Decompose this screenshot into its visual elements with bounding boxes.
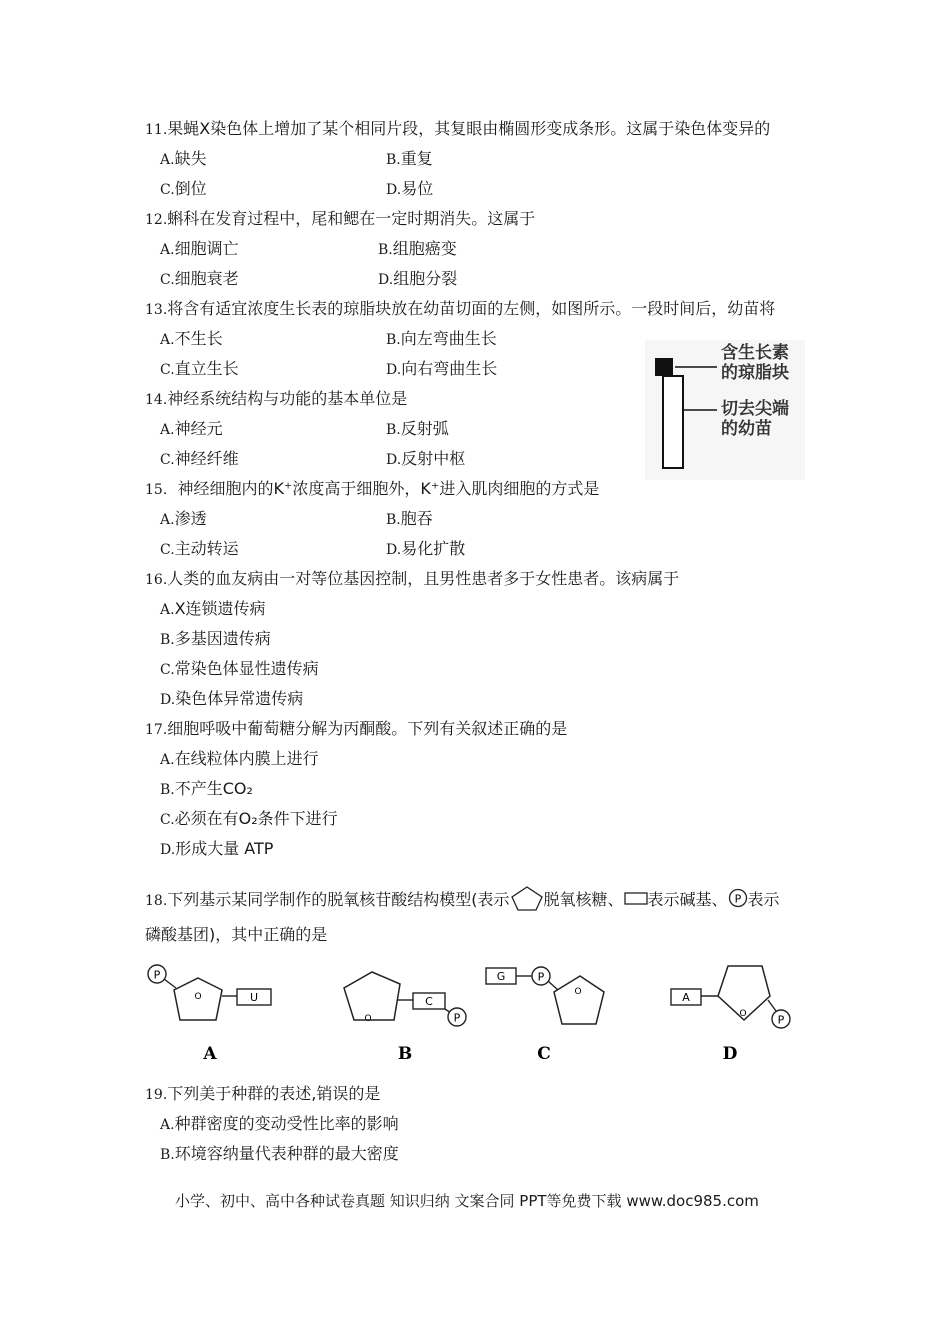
option-13-b: B.向左弯曲生长: [386, 329, 497, 348]
agar-label-line1: 含生长素: [721, 343, 789, 363]
option-14-d: D.反射中枢: [386, 449, 466, 468]
base-label: U: [249, 991, 259, 1004]
question-number: 11.: [145, 122, 168, 138]
phosphate-label: P: [777, 1013, 785, 1027]
question-12-stem: 12.蝌科在发育过程中，尾和鳃在一定时期消失。这属于: [145, 209, 536, 228]
seedling-figure: [645, 340, 805, 480]
option-11-d: D.易位: [386, 179, 434, 198]
model-b: [344, 972, 466, 1064]
phosphate-label: P: [153, 968, 161, 982]
option-14-b: B.反射弧: [386, 419, 449, 438]
option-16-a: A.X连锁遗传病: [160, 599, 266, 618]
question-18-stem: 18.下列基示某同学制作的脱氧核苷酸结构模型(表示 脱氧核糖、 表示碱基、 P 表示: [145, 885, 780, 911]
option-17-a: A.在线粒体内膜上进行: [160, 749, 319, 768]
option-11-b: B.重复: [386, 149, 433, 168]
deoxyribose-pentagon: [554, 976, 604, 1024]
model-a: [148, 965, 271, 1064]
question-13-stem: 13.将含有适宜浓度生长表的琼脂块放在幼苗切面的左侧，如图所示。一段时间后，幼苗将: [145, 299, 776, 318]
option-12-b: B.组胞癌变: [378, 239, 457, 258]
option-11-a: A.缺失: [160, 149, 207, 168]
option-17-b: B.不产生CO₂: [160, 779, 253, 798]
option-13-a: A.不生长: [160, 329, 223, 348]
question-19-stem: 19.下列美于种群的表述,销误的是: [145, 1084, 381, 1103]
agar-label-line2: 的琼脂块: [721, 363, 789, 383]
caption-c: C: [537, 1044, 551, 1064]
deoxyribose-pentagon: [344, 972, 400, 1020]
option-13-c: C.直立生长: [160, 359, 239, 378]
option-12-c: C.细胞衰老: [160, 269, 239, 288]
phosphate-label: P: [537, 970, 545, 984]
option-11-c: C.倒位: [160, 179, 207, 198]
option-16-c: C.常染色体显性遗传病: [160, 659, 319, 678]
sugar-oxygen: O: [364, 1014, 372, 1024]
seedling-label-line2: 的幼苗: [721, 419, 772, 439]
question-11-stem: 11.果蝇X染色体上增加了某个相同片段，其复眼由椭圆形变成条形。这属于染色体变异的: [145, 119, 771, 138]
option-17-d: D.形成大量 ATP: [160, 839, 274, 858]
caption-b: B: [397, 1044, 413, 1064]
option-16-b: B.多基因遗传病: [160, 629, 271, 648]
base-label: G: [496, 970, 506, 983]
caption-d: D: [722, 1044, 738, 1064]
question-16-stem: 16.人类的血友病由一对等位基因控制，且男性患者多于女性患者。该病属于: [145, 569, 680, 588]
phosphate-circle-icon: [728, 888, 748, 908]
base-label: A: [682, 991, 690, 1004]
option-19-b: B.环境容纳量代表种群的最大密度: [160, 1144, 399, 1163]
seedling-stem: [663, 376, 683, 468]
nucleotide-models-figure: [140, 958, 810, 1073]
model-d: [671, 966, 790, 1064]
seedling-label-line1: 切去尖端: [721, 399, 789, 419]
option-16-d: D.染色体异常遗传病: [160, 689, 304, 708]
question-18-stem-line2: 磷酸基团)，其中正确的是: [145, 925, 328, 944]
option-15-d: D.易化扩散: [386, 539, 466, 558]
question-15-stem: 15. 神经细胞内的K⁺浓度高于细胞外，K⁺进入肌肉细胞的方式是: [145, 479, 600, 498]
pentagon-icon: [510, 885, 544, 911]
option-14-a: A.神经元: [160, 419, 223, 438]
option-12-d: D.组胞分裂: [378, 269, 458, 288]
base-label: C: [425, 995, 433, 1008]
sugar-oxygen: O: [194, 992, 202, 1002]
option-15-b: B.胞吞: [386, 509, 433, 528]
option-15-a: A.渗透: [160, 509, 207, 528]
option-19-a: A.种群密度的变动受性比率的影响: [160, 1114, 399, 1133]
option-12-a: A.细胞调亡: [160, 239, 239, 258]
page-footer: 小学、初中、高中各种试卷真题 知识归纳 文案合同 PPT等免费下载 www.doc985.com: [175, 1192, 759, 1210]
option-17-c: C.必须在有O₂条件下进行: [160, 809, 338, 828]
phosphate-label: P: [453, 1011, 461, 1025]
rectangle-icon: [624, 892, 648, 906]
option-14-c: C.神经纤维: [160, 449, 239, 468]
question-17-stem: 17.细胞呼吸中葡萄糖分解为丙酮酸。下列有关叙述正确的是: [145, 719, 568, 738]
model-c: [486, 967, 604, 1064]
agar-block: [655, 358, 673, 376]
caption-a: A: [203, 1044, 217, 1064]
option-13-d: D.向右弯曲生长: [386, 359, 498, 378]
sugar-oxygen: O: [739, 1009, 747, 1019]
question-14-stem: 14.神经系统结构与功能的基本单位是: [145, 389, 408, 408]
sugar-oxygen: O: [574, 987, 582, 997]
svg-text:P: P: [734, 892, 741, 906]
option-15-c: C.主动转运: [160, 539, 239, 558]
